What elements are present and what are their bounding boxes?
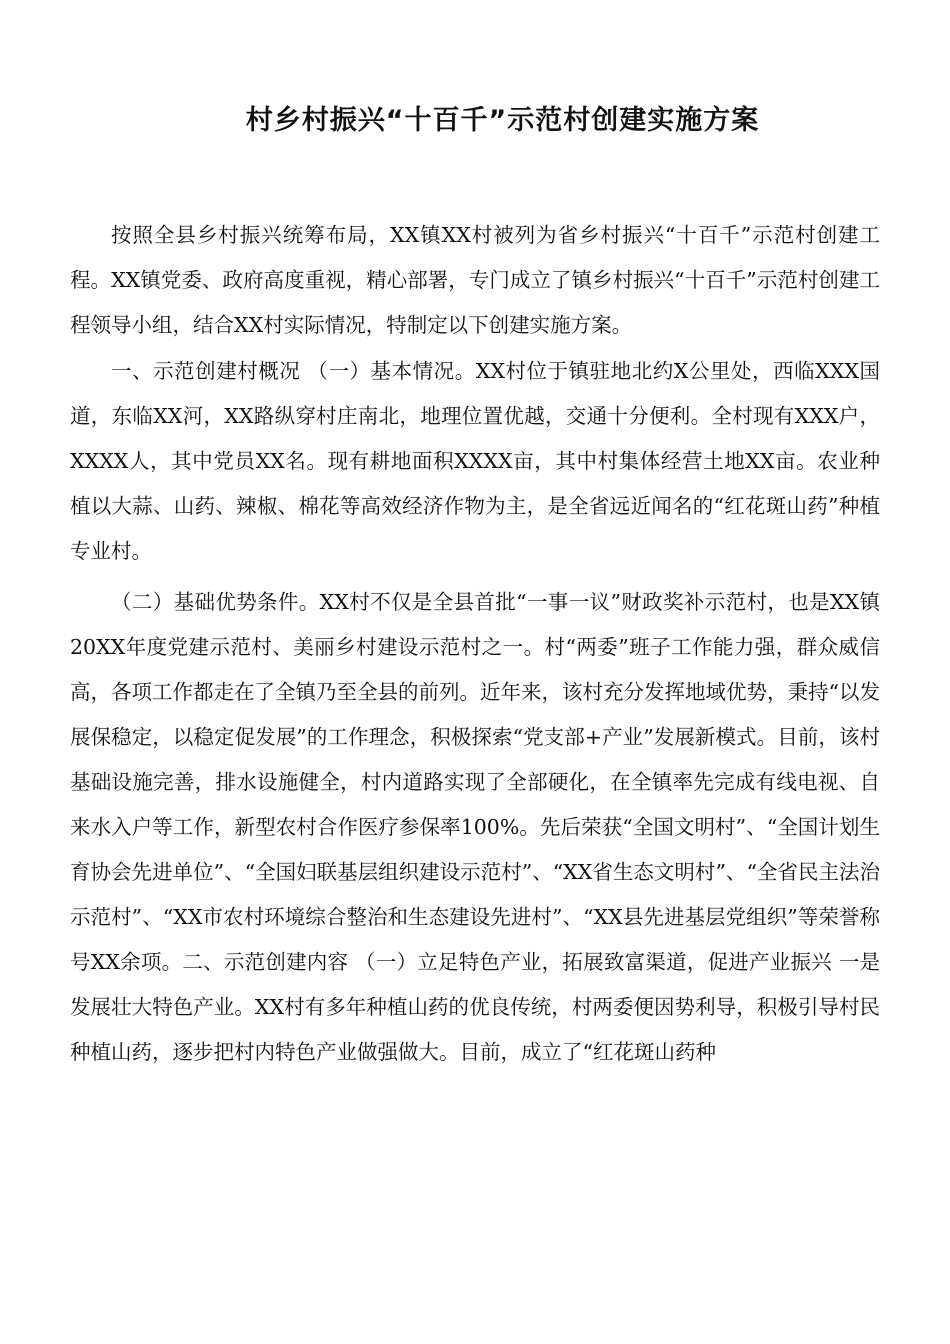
document-body	[70, 213, 880, 1075]
paragraph: 按照全县乡村振兴统筹布局，XX镇XX村被列为省乡村振兴“十百千”示范村创建工程。XX镇党委、政府高度重视，精心部署，专门成立了镇乡村振兴“十百千”示范村创建工程领导小组，结合XX村实际情况，特制定以下创建实施方案。	[70, 223, 880, 337]
paragraph: 一、示范创建村概况 （一）基本情况。XX村位于镇驻地北约X公里处，西临XXX国道，东临XX河，XX路纵穿村庄南北，地理位置优越，交通十分便利。全村现有XXX户，XXXX人，其中党员XX名。现有耕地面积XXXX亩，其中村集体经营土地XX亩。农业种植以大蒜、山药、辣椒、棉花等高效经济作物为主，是全省远近闻名的“红花斑山药”种植专业村。	[70, 359, 880, 563]
document-title: 村乡村振兴“十百千”示范村创建实施方案	[245, 105, 760, 136]
paragraph: （二）基础优势条件。XX村不仅是全县首批“一事一议”财政奖补示范村，也是XX镇20XX年度党建示范村、美丽乡村建设示范村之一。村“两委”班子工作能力强，群众威信高，各项工作都走在了全镇乃至全县的前列。近年来，该村充分发挥地域优势，秉持“以发展保稳定，以稳定促发展”的工作理念，积极探索“党支部+产业”发展新模式。目前，该村基础设施完善，排水设施健全，村内道路实现了全部硬化，在全镇率先完成有线电视、自来水入户等工作，新型农村合作医疗参保率100%。先后荣获“全国文明村”、“全国计划生育协会先进单位”、“全国妇联基层组织建设示范村”、“XX省生态文明村”、“全省民主法治示范村”、“XX市农村环境综合整治和生态建设先进村”、“XX县先进基层党组织”等荣誉称号XX余项。二、示范创建内容 （一）立足特色产业，拓展致富渠道，促进产业振兴 一是发展壮大特色产业。XX村有多年种植山药的优良传统，村两委便因势利导，积极引导村民种植山药，逐步把村内特色产业做强做大。目前，成立了“红花斑山药种	[70, 590, 880, 1064]
